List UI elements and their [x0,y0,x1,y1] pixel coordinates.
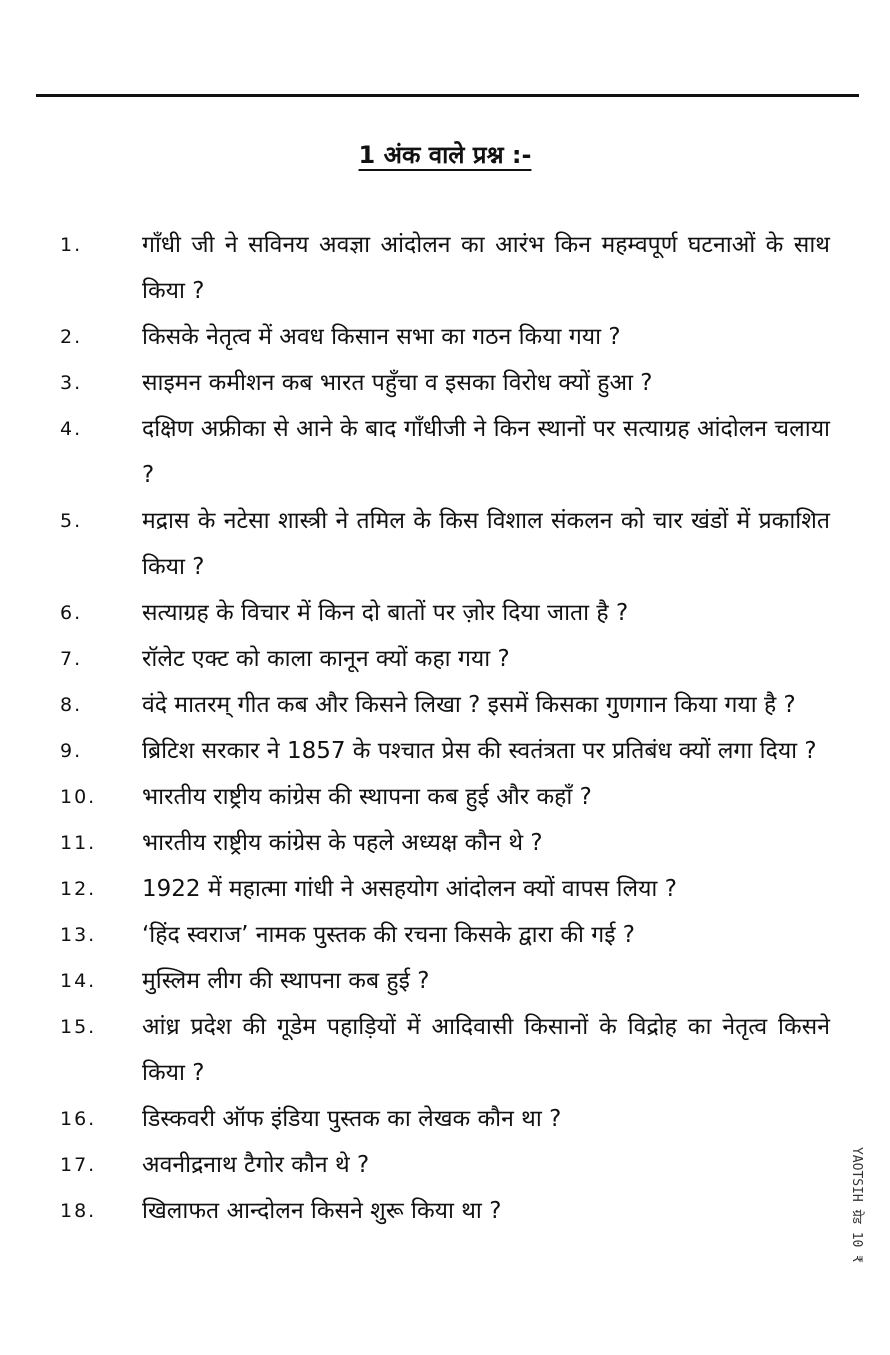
question-number: 16. [60,1108,97,1130]
question-number: 15. [60,1016,97,1038]
question-text: डिस्कवरी ऑफ इंडिया पुस्तक का लेखक कौन था ? [142,1106,562,1132]
page-side-mark [828,1105,888,1305]
question-text: साइमन कमीशन कब भारत पहुँचा व इसका विरोध क्यों हुआ ? [142,370,653,396]
question-number: 1. [60,234,83,256]
question-text: खिलाफत आन्दोलन किसने शुरू किया था ? [142,1198,502,1224]
question-text: भारतीय राष्ट्रीय कांग्रेस की स्थापना कब हुई और कहाँ ? [142,784,592,810]
question-number: 2. [60,326,83,348]
question-text: अवनीद्रनाथ टैगोर कौन थे ? [142,1152,370,1178]
question-item [0,406,890,498]
question-text: मुस्लिम लीग की स्थापना कब हुई ? [142,968,430,994]
question-number: 17. [60,1154,97,1176]
question-text: ‘हिंद स्वराज’ नामक पुस्तक की रचना किसके द्वारा की गई ? [142,922,636,948]
question-text: गाँधी जी ने सविनय अवज्ञा आंदोलन का आरंभ किन महम्वपूर्ण घटनाओं के साथ किया ? [142,232,830,304]
question-item [0,1004,890,1096]
question-number: 13. [60,924,97,946]
question-text: 1922 में महात्मा गांधी ने असहयोग आंदोलन क्यों वापस लिया ? [142,876,677,902]
top-rule [36,94,859,97]
question-item [0,636,890,682]
question-item [0,498,890,590]
question-item [0,774,890,820]
question-item [0,820,890,866]
question-item [0,1142,890,1188]
question-item [0,590,890,636]
question-number: 11. [60,832,97,854]
question-item [0,728,890,774]
question-number: 5. [60,510,83,532]
question-number: 8. [60,694,83,716]
section-heading-text: 1 अंक वाले प्रश्न :- [358,141,532,169]
question-text: सत्याग्रह के विचार में किन दो बातों पर ज़ोर दिया जाता है ? [142,600,629,626]
question-number: 4. [60,418,83,440]
question-text: किसके नेतृत्व में अवध किसान सभा का गठन किया गया ? [142,324,621,350]
question-number: 9. [60,740,83,762]
question-text: मद्रास के नटेसा शास्त्री ने तमिल के किस विशाल संकलन को चार खंडों में प्रकाशित किया ? [142,508,830,580]
question-number: 12. [60,878,97,900]
question-item [0,958,890,1004]
question-number: 10. [60,786,97,808]
question-item [0,314,890,360]
question-number: 7. [60,648,83,670]
question-list [0,222,890,1234]
question-item [0,1188,890,1234]
question-item [0,360,890,406]
question-item [0,866,890,912]
question-item [0,222,890,314]
question-text: रॉलेट एक्ट को काला कानून क्यों कहा गया ? [142,646,510,672]
section-heading [0,138,890,171]
question-number: 6. [60,602,83,624]
question-text: दक्षिण अफ्रीका से आने के बाद गाँधीजी ने किन स्थानों पर सत्याग्रह आंदोलन चलाया ? [142,416,830,488]
side-mark-text: YAOTSIH ग्रेड 10 ₹ [849,1146,864,1264]
question-number: 14. [60,970,97,992]
question-number: 18. [60,1200,97,1222]
question-text: ब्रिटिश सरकार ने 1857 के पश्चात प्रेस की स्वतंत्रता पर प्रतिबंध क्यों लगा दिया ? [142,738,817,764]
question-text: भारतीय राष्ट्रीय कांग्रेस के पहले अध्यक्ष कौन थे ? [142,830,543,856]
question-text: आंध्र प्रदेश की गूडेम पहाड़ियों में आदिवासी किसानों के विद्रोह का नेतृत्व किसने किया ? [142,1014,830,1086]
question-number: 3. [60,372,83,394]
question-item [0,912,890,958]
question-text: वंदे मातरम् गीत कब और किसने लिखा ? इसमें किसका गुणगान किया गया है ? [142,692,796,718]
question-item [0,1096,890,1142]
question-item [0,682,890,728]
